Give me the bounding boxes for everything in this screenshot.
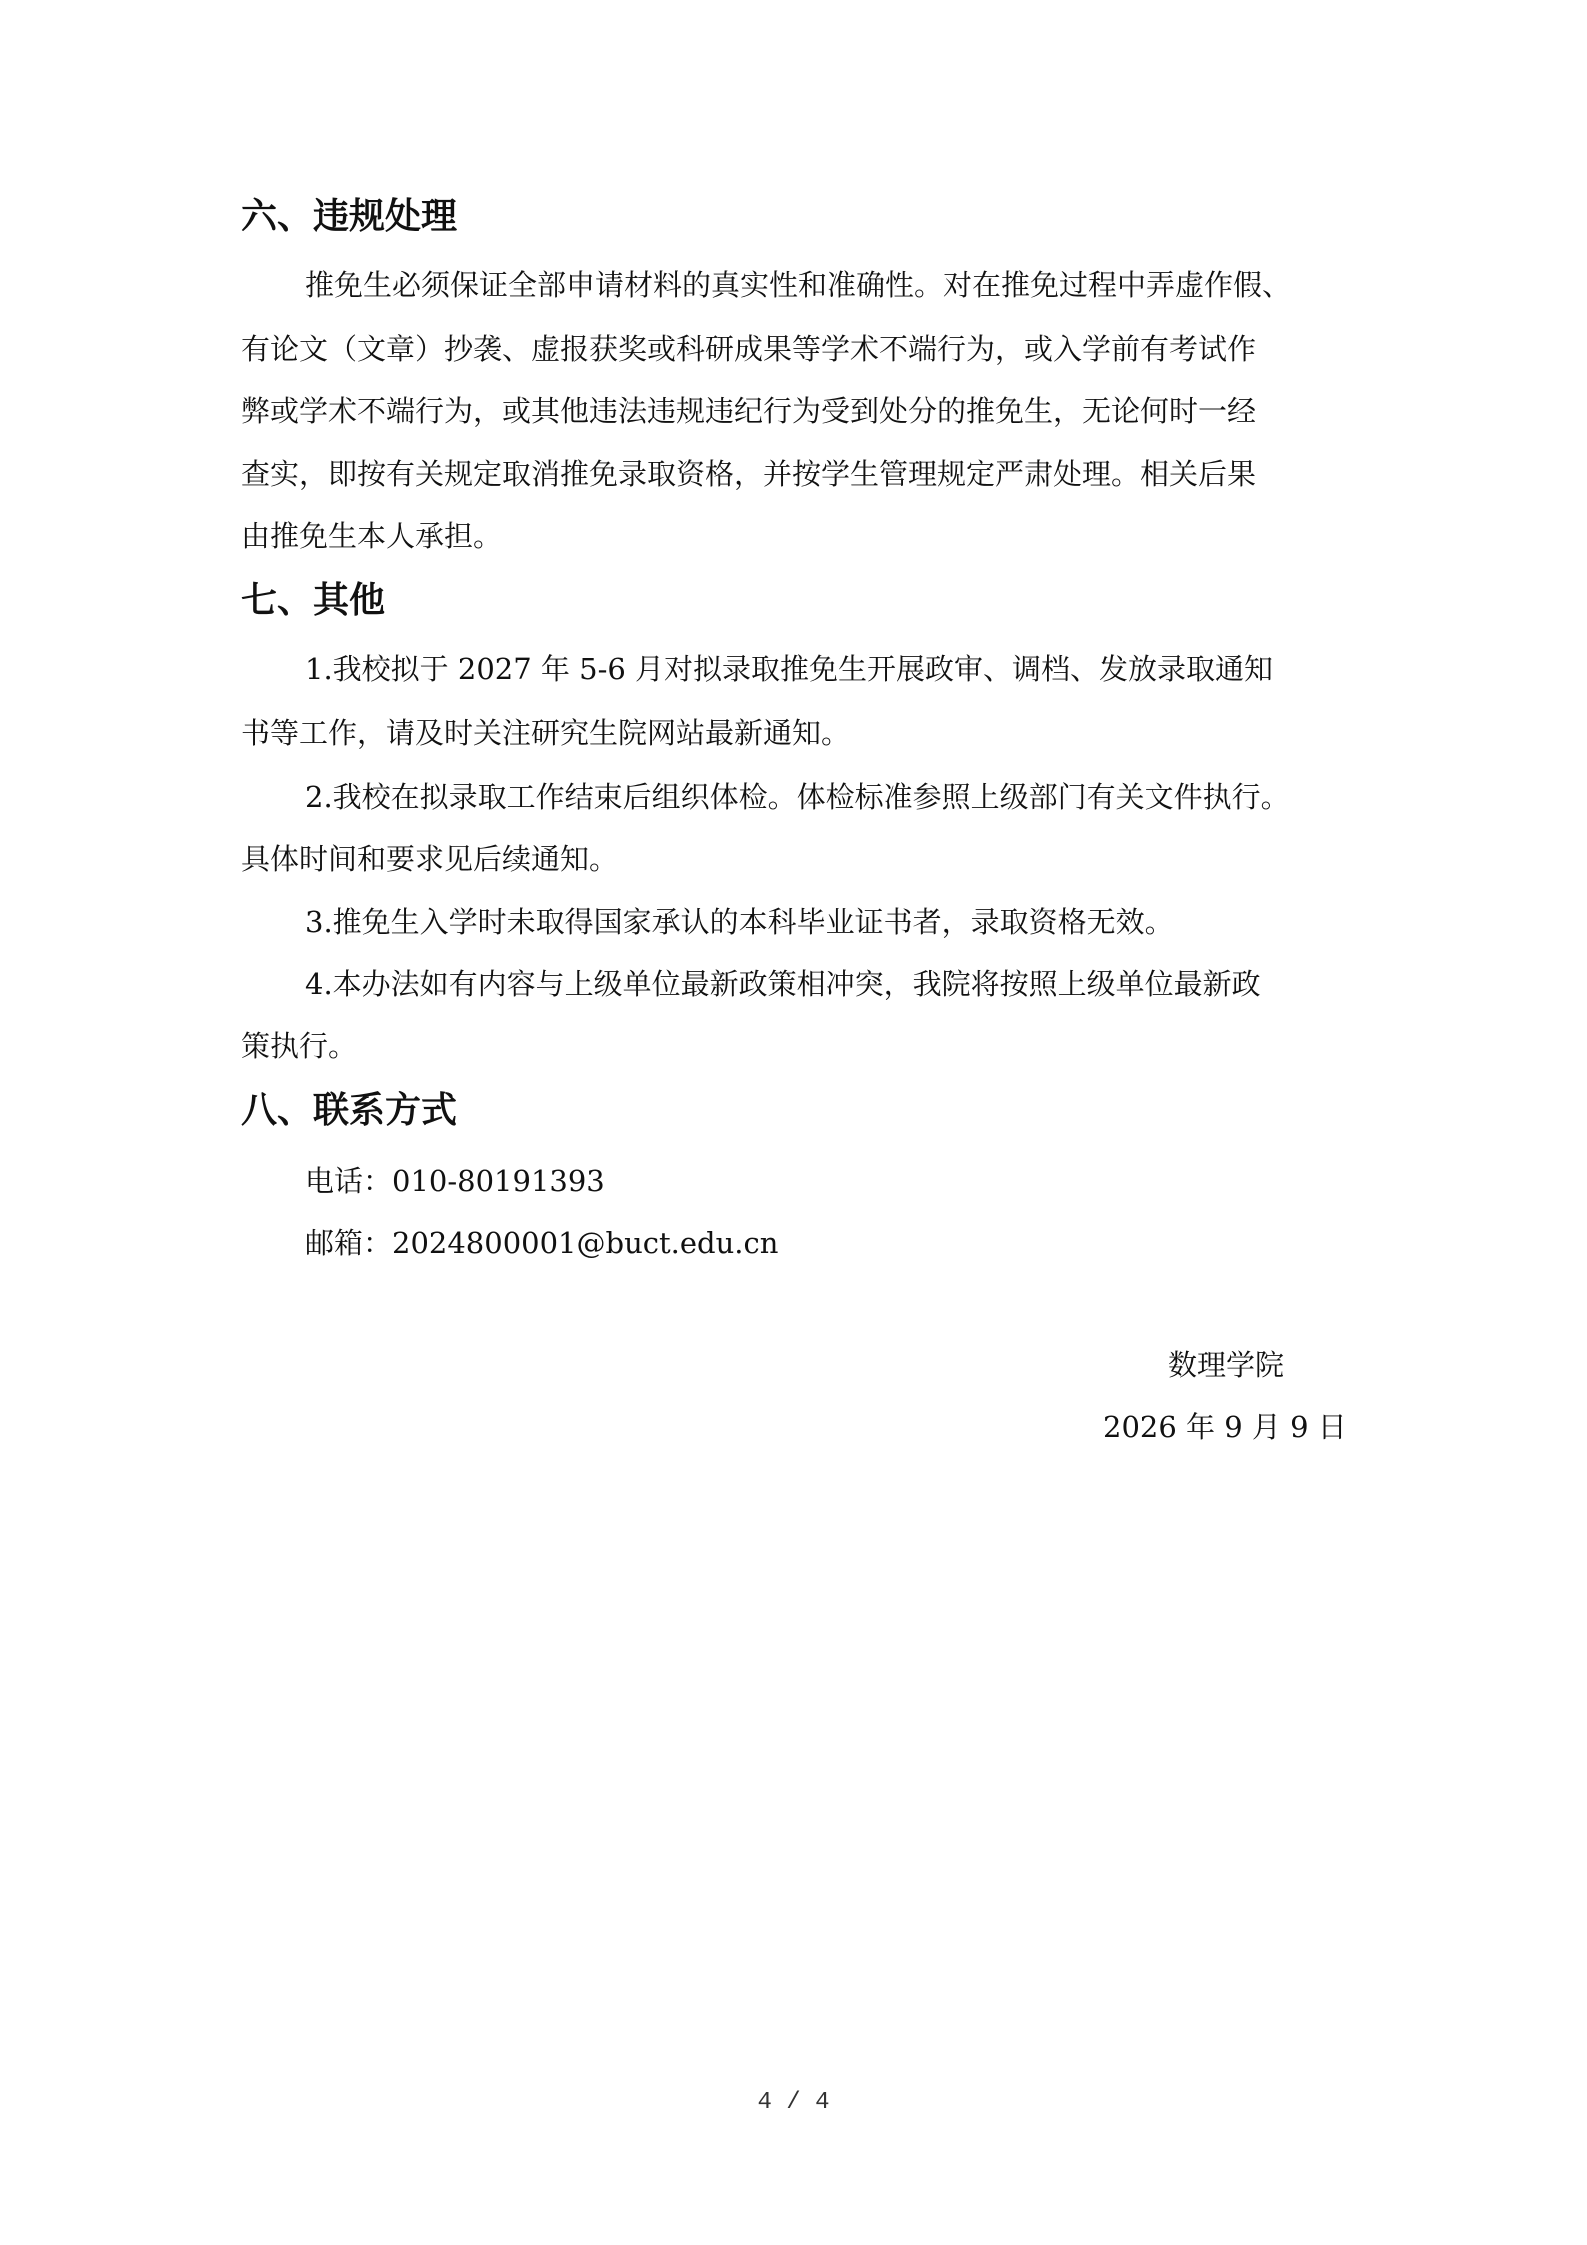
section-heading-other: 七、其他 [241, 580, 386, 621]
section-heading-violation: 六、违规处理 [241, 196, 458, 237]
paragraph-line: 书等工作，请及时关注研究生院网站最新通知。 [241, 716, 851, 750]
paragraph-line: 有论文（文章）抄袭、虚报获奖或科研成果等学术不端行为，或入学前有考试作 [241, 332, 1257, 366]
contact-email: 邮箱：2024800001@buct.edu.cn [305, 1226, 779, 1260]
signature-date: 2026 年 9 月 9 日 [1103, 1410, 1347, 1444]
paragraph-line: 推免生必须保证全部申请材料的真实性和准确性。对在推免过程中弄虚作假、 [305, 268, 1292, 302]
paragraph-line: 3.推免生入学时未取得国家承认的本科毕业证书者，录取资格无效。 [305, 905, 1174, 939]
paragraph-line: 2.我校在拟录取工作结束后组织体检。体检标准参照上级部门有关文件执行。 [305, 780, 1290, 814]
paragraph-line: 1.我校拟于 2027 年 5-6 月对拟录取推免生开展政审、调档、发放录取通知 [305, 652, 1274, 686]
section-heading-contact: 八、联系方式 [241, 1090, 458, 1131]
contact-phone: 电话：010-80191393 [305, 1164, 605, 1198]
page-number: 4 / 4 [757, 2089, 830, 2116]
paragraph-line: 4.本办法如有内容与上级单位最新政策相冲突，我院将按照上级单位最新政 [305, 967, 1261, 1001]
paragraph-line: 策执行。 [241, 1029, 358, 1063]
paragraph-line: 具体时间和要求见后续通知。 [241, 842, 619, 876]
signature-org: 数理学院 [1168, 1348, 1285, 1382]
paragraph-line: 查实，即按有关规定取消推免录取资格，并按学生管理规定严肃处理。相关后果 [241, 457, 1257, 491]
paragraph-line: 弊或学术不端行为，或其他违法违规违纪行为受到处分的推免生，无论何时一经 [241, 394, 1257, 428]
paragraph-line: 由推免生本人承担。 [241, 519, 503, 553]
